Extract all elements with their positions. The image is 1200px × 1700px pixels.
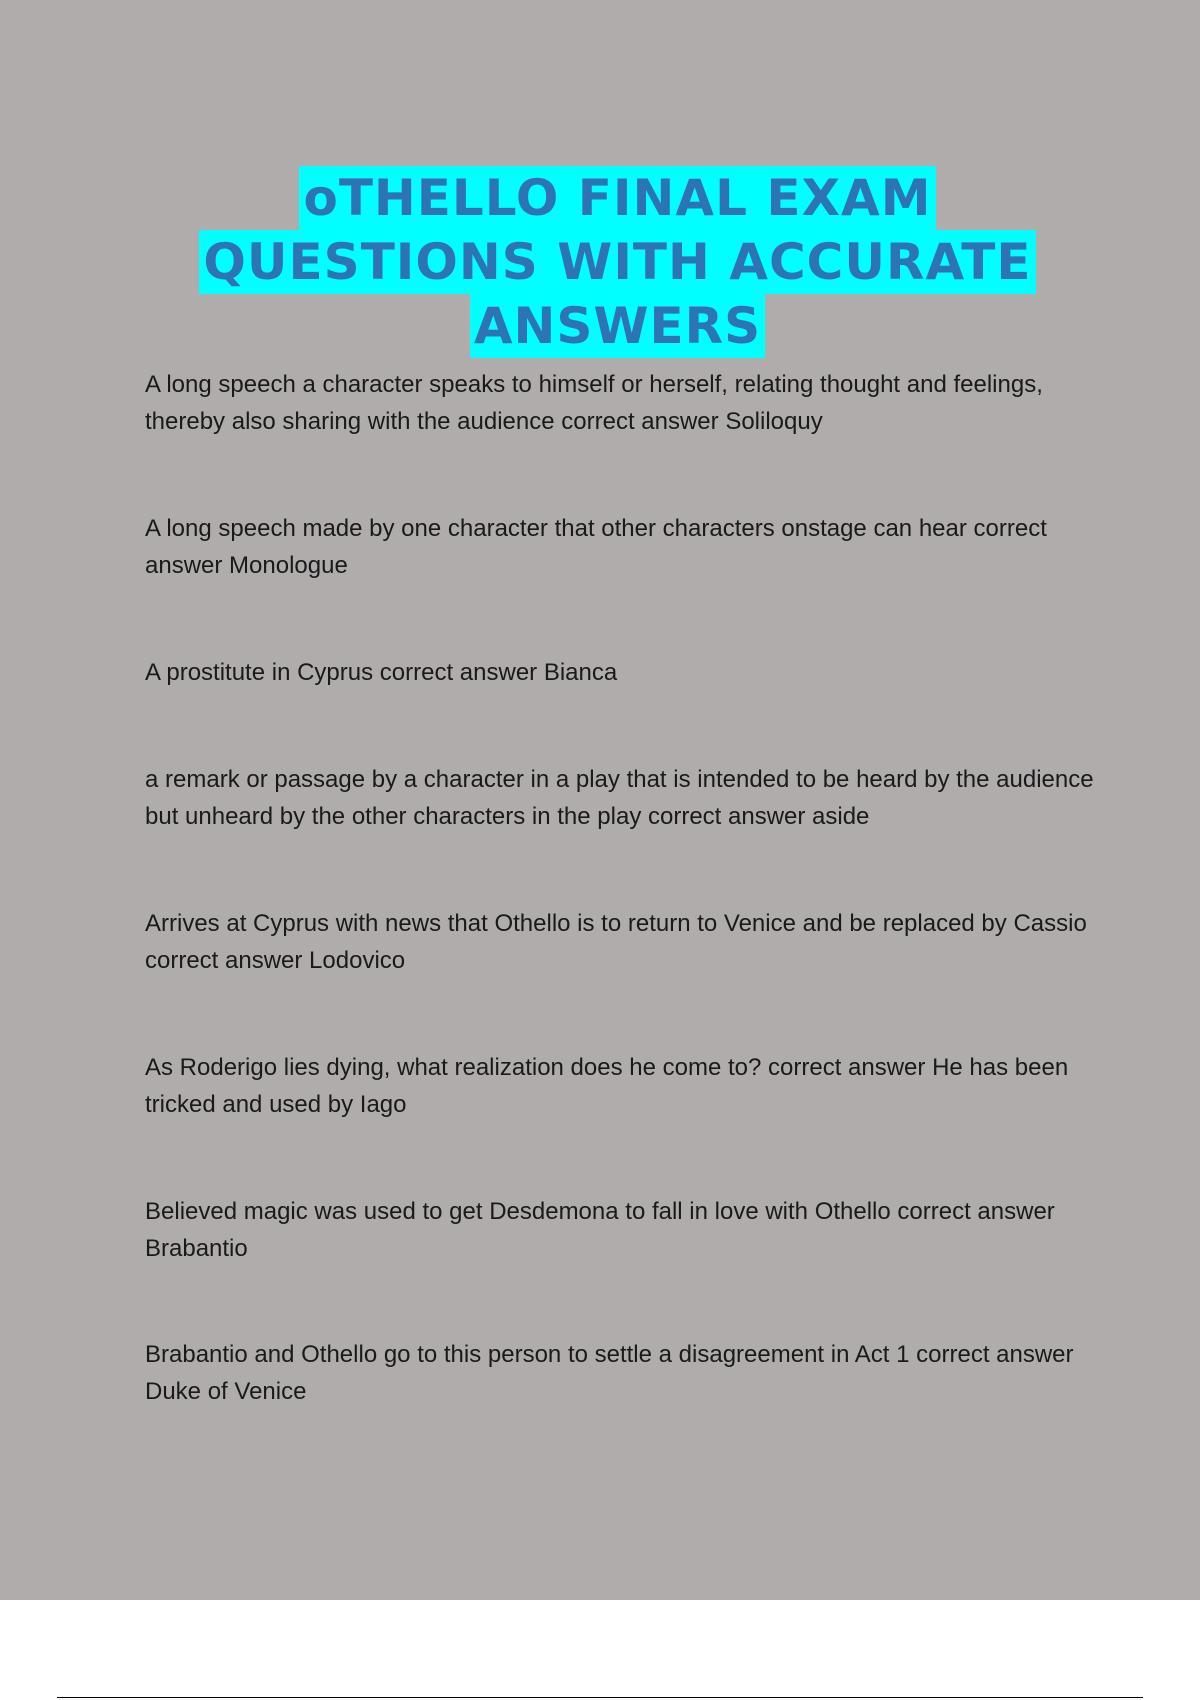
qa-entry: A long speech a character speaks to himself or herself, relating thought and feelings, thereby also sharing with the audience correct answer Soliloquy: [145, 371, 1043, 435]
qa-entry: Arrives at Cyprus with news that Othello is to return to Venice and be replaced by Cassio correct answer Lodovico: [145, 910, 1087, 974]
footer-divider: [57, 1697, 1143, 1698]
qa-entry: a remark or passage by a character in a play that is intended to be heard by the audience but unheard by the other characters in the play correct answer aside: [145, 766, 1094, 830]
qa-entry: Believed magic was used to get Desdemona to fall in love with Othello correct answer Brabantio: [145, 1198, 1055, 1262]
qa-entry: As Roderigo lies dying, what realization does he come to? correct answer He has been tricked and used by Iago: [145, 1054, 1069, 1118]
qa-entry: A long speech made by one character that other characters onstage can hear correct answer Monologue: [145, 515, 1047, 579]
qa-entry: Brabantio and Othello go to this person to settle a disagreement in Act 1 correct answer Duke of Venice: [145, 1341, 1074, 1405]
title-line: oTHELLO FINAL EXAM: [299, 166, 935, 230]
title-line: ANSWERS: [470, 294, 765, 358]
document-title: [0, 166, 1200, 358]
qa-entry: A prostitute in Cyprus correct answer Bianca: [145, 659, 618, 686]
title-line: QUESTIONS WITH ACCURATE: [199, 230, 1035, 294]
